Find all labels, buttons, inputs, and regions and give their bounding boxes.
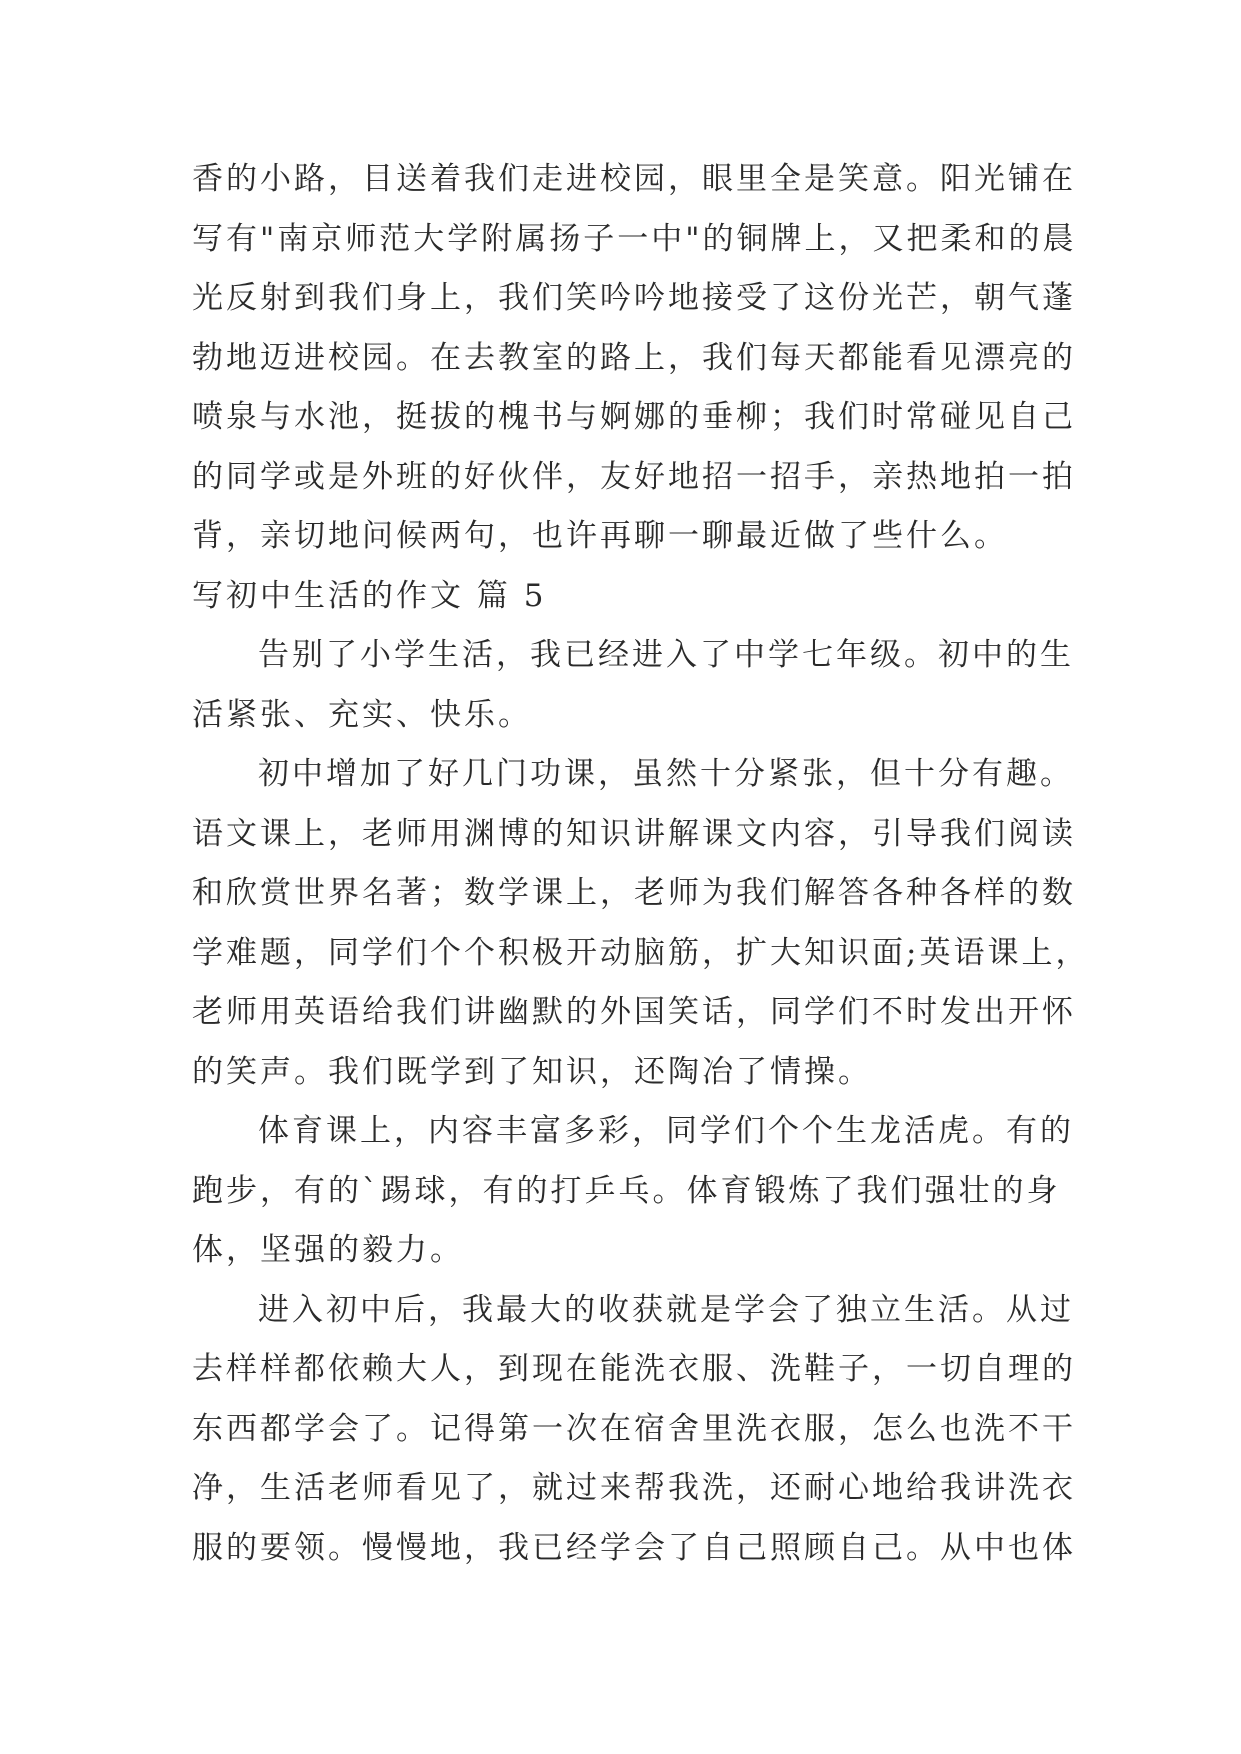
text-line: 老师用英语给我们讲幽默的外国笑话，同学们不时发出开怀 — [192, 994, 1076, 1030]
text-line: 写有"南京师范大学附属扬子一中"的铜牌上，又把柔和的晨 — [192, 220, 1077, 257]
essay-body — [192, 150, 1090, 1578]
text-line: 东西都学会了。记得第一次在宿舍里洗衣服，怎么也洗不干 — [192, 1410, 1076, 1447]
text-line: 和欣赏世界名著；数学课上，老师为我们解答各种各样的数 — [192, 875, 1076, 911]
text-line: 初中增加了好几门功课，虽然十分紧张，但十分有趣。 — [258, 756, 1074, 792]
text-line: 体育课上，内容丰富多彩，同学们个个生龙活虎。有的 — [258, 1113, 1074, 1149]
text-line: 香的小路，目送着我们走进校园，眼里全是笑意。阳光铺在 — [192, 161, 1076, 197]
text-line: 勃地迈进校园。在去教室的路上，我们每天都能看见漂亮的 — [192, 339, 1076, 376]
text-line: 学难题，同学们个个积极开动脑筋，扩大知识面;英语课上， — [192, 934, 1090, 971]
text-line: 跑步，有的`踢球，有的打乒乓。体育锻炼了我们强壮的身 — [192, 1172, 1061, 1209]
text-line: 告别了小学生活，我已经进入了中学七年级。初中的生 — [258, 637, 1074, 673]
text-line: 进入初中后，我最大的收获就是学会了独立生活。从过 — [258, 1291, 1074, 1328]
text-line: 体，坚强的毅力。 — [192, 1232, 464, 1268]
text-line: 背，亲切地问候两句，也许再聊一聊最近做了些什么。 — [192, 518, 1008, 554]
text-line: 语文课上，老师用渊博的知识讲解课文内容，引导我们阅读 — [192, 815, 1076, 852]
text-line: 的同学或是外班的好伙伴，友好地招一招手，亲热地拍一拍 — [192, 458, 1076, 495]
text-line: 净，生活老师看见了，就过来帮我洗，还耐心地给我讲洗衣 — [192, 1470, 1076, 1506]
text-line: 去样样都依赖大人，到现在能洗衣服、洗鞋子，一切自理的 — [192, 1351, 1076, 1387]
text-line: 活紧张、充实、快乐。 — [192, 696, 532, 733]
text-line: 光反射到我们身上，我们笑吟吟地接受了这份光芒，朝气蓬 — [192, 280, 1076, 316]
text-line: 服的要领。慢慢地，我已经学会了自己照顾自己。从中也体 — [192, 1529, 1076, 1566]
text-line: 的笑声。我们既学到了知识，还陶冶了情操。 — [192, 1053, 872, 1090]
text-line: 喷泉与水池，挺拔的槐书与婀娜的垂柳；我们时常碰见自己 — [192, 399, 1076, 435]
section-heading: 写初中生活的作文 篇 5 — [192, 577, 547, 614]
